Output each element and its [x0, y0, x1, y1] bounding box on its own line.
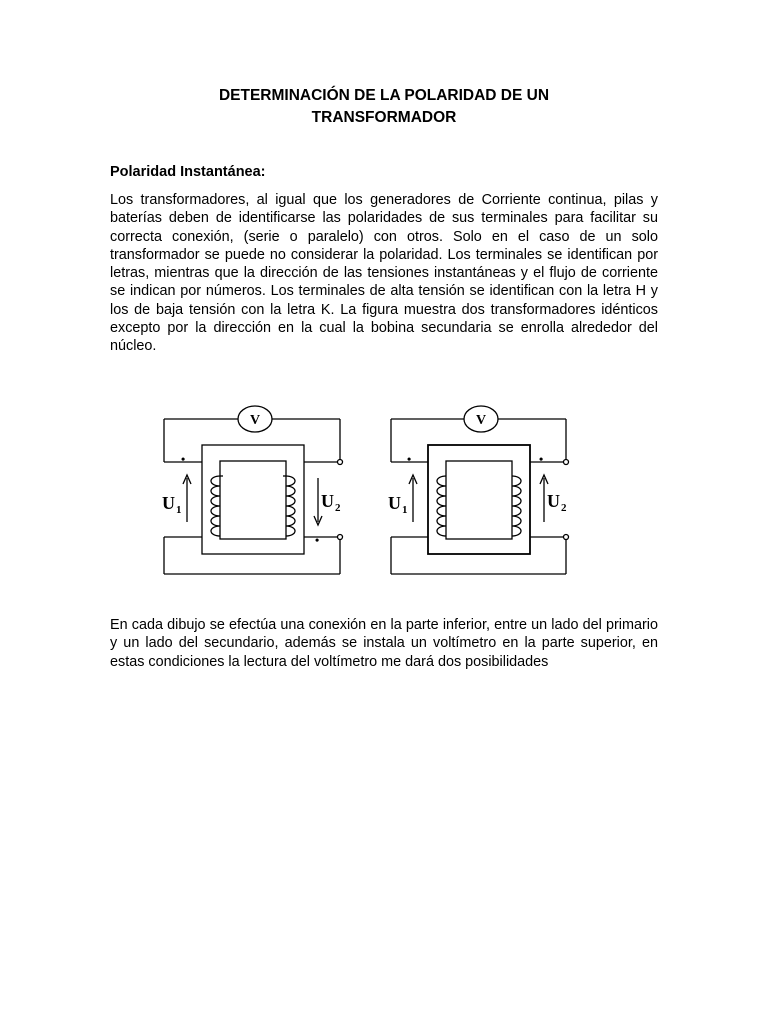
left-u1-subscript: 1	[176, 504, 182, 516]
right-u2-subscript: 2	[561, 502, 567, 514]
section-heading: Polaridad Instantánea:	[110, 164, 266, 180]
title-line-1: DETERMINACIÓN DE LA POLARIDAD DE UN	[218, 87, 550, 104]
right-terminal-top-right	[564, 460, 569, 465]
left-terminal-top-right	[338, 460, 343, 465]
left-u2-subscript: 2	[335, 502, 341, 514]
right-core-window	[446, 461, 512, 539]
paragraph-intro: Los transformadores, al igual que los generadores de Corriente continua, pilas y baterías deben de identificarse las polaridades de sus terminales para facilitar su correcta conexión, (serie o paralelo) con otros. Solo en el caso de un solo transformador se puede no considerar la polaridad. Los terminales se identifican por letras, mientras que la dirección de las tensiones instantáneas y el flujo de corriente se indican por números. Los terminales de alta tensión se identifican con la letra H y los de baja tensión con la letra K. La figura muestra dos transformadores idénticos excepto por la dirección en la cual la bobina secundaria se enrolla alrededor del núcleo.	[110, 192, 658, 355]
transformer-diagram	[150, 392, 580, 582]
title-line-2: TRANSFORMADOR	[311, 109, 457, 126]
left-secondary-coil	[286, 476, 295, 536]
right-primary-coil	[437, 476, 446, 536]
right-polarity-dot-secondary: •	[539, 452, 544, 466]
right-u1-subscript: 1	[402, 504, 408, 516]
left-polarity-dot-secondary: •	[315, 533, 320, 547]
left-core-window	[220, 461, 286, 539]
right-terminal-bottom-right	[564, 535, 569, 540]
right-polarity-dot-primary: •	[407, 452, 412, 466]
transformer-polarity-figure	[150, 392, 580, 582]
right-transformer	[391, 406, 569, 574]
document-title	[110, 85, 658, 129]
left-primary-coil	[211, 476, 220, 536]
left-voltmeter-label: V	[249, 413, 261, 428]
right-secondary-coil	[512, 476, 521, 536]
left-u1-label: U	[162, 493, 175, 513]
right-u1-label: U	[388, 493, 401, 513]
right-voltmeter-label: V	[475, 413, 487, 428]
left-transformer	[164, 406, 343, 574]
left-polarity-dot-primary: •	[181, 452, 186, 466]
right-u2-label: U	[547, 491, 560, 511]
right-transformer-labels	[388, 413, 567, 516]
left-u2-label: U	[321, 491, 334, 511]
paragraph-connection: En cada dibujo se efectúa una conexión en la parte inferior, entre un lado del primario y un lado del secundario, además se instala un voltímetro en la parte superior, en estas condiciones la lectura del voltímetro me dará dos posibilidades	[110, 617, 658, 670]
left-terminal-bottom-right	[338, 535, 343, 540]
